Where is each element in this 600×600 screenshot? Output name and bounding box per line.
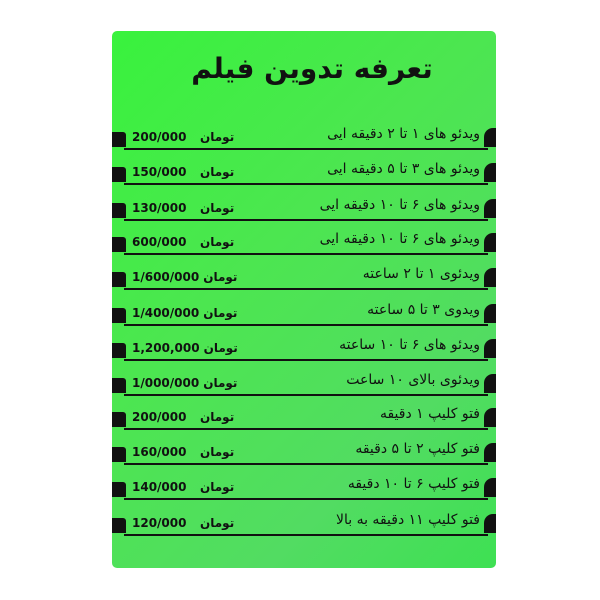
row-cap-left <box>112 378 126 393</box>
service-label: ویدئوی ۱ تا ۲ ساعته <box>362 266 480 282</box>
row-divider <box>124 324 488 326</box>
row-cap-left <box>112 412 126 427</box>
price-row <box>112 197 496 221</box>
price-amount: 1/000/000 <box>132 376 200 390</box>
row-divider <box>124 253 488 255</box>
price <box>132 232 234 252</box>
price <box>132 162 234 182</box>
price-currency: تومان <box>203 376 238 390</box>
price-amount: 1/400/000 <box>132 306 200 320</box>
price-row <box>112 126 496 150</box>
row-cap-left <box>112 308 126 323</box>
price-currency: تومان <box>200 235 235 249</box>
price-row <box>112 266 496 290</box>
row-cap-right <box>484 478 496 497</box>
row-cap-right <box>484 268 496 287</box>
row-cap-left <box>112 237 126 252</box>
price <box>132 407 234 427</box>
price-amount: 1/600/000 <box>132 270 200 284</box>
price-currency: تومان <box>203 306 238 320</box>
price-amount: 200/000 <box>132 130 187 144</box>
price-row <box>112 231 496 255</box>
row-cap-right <box>484 514 496 533</box>
price-row <box>112 512 496 536</box>
row-divider <box>124 219 488 221</box>
price-row <box>112 161 496 185</box>
price <box>132 373 237 393</box>
service-label: ویدئو های ۶ تا ۱۰ دقیقه ایی <box>319 197 480 213</box>
price <box>132 442 234 462</box>
price <box>132 267 237 287</box>
price-currency: تومان <box>200 410 235 424</box>
row-cap-right <box>484 304 496 323</box>
price-currency: تومان <box>200 201 235 215</box>
row-cap-left <box>112 272 126 287</box>
row-cap-right <box>484 199 496 218</box>
row-cap-right <box>484 374 496 393</box>
price <box>132 513 234 533</box>
service-label: ویدوی ۳ تا ۵ ساعته <box>367 302 480 318</box>
row-divider <box>124 428 488 430</box>
price-currency: تومان <box>203 270 238 284</box>
row-cap-left <box>112 167 126 182</box>
row-divider <box>124 359 488 361</box>
price <box>132 303 237 323</box>
row-divider <box>124 148 488 150</box>
price-row <box>112 406 496 430</box>
price <box>132 198 234 218</box>
price-row <box>112 372 496 396</box>
row-cap-left <box>112 482 126 497</box>
row-cap-left <box>112 518 126 533</box>
row-cap-right <box>484 443 496 462</box>
price-amount: 150/000 <box>132 165 187 179</box>
service-label: ویدئو های ۶ تا ۱۰ ساعته <box>339 337 480 353</box>
row-cap-right <box>484 163 496 182</box>
row-divider <box>124 534 488 536</box>
service-label: فتو کلیپ ۲ تا ۵ دقیقه <box>355 441 480 457</box>
price-amount: 200/000 <box>132 410 187 424</box>
price-row <box>112 441 496 465</box>
price-row <box>112 476 496 500</box>
row-cap-right <box>484 408 496 427</box>
row-cap-left <box>112 447 126 462</box>
row-cap-right <box>484 233 496 252</box>
row-cap-left <box>112 132 126 147</box>
price-card <box>112 31 496 568</box>
price-amount: 1,200,000 <box>132 341 200 355</box>
price <box>132 127 234 147</box>
price-row <box>112 337 496 361</box>
price-row <box>112 302 496 326</box>
price-currency: تومان <box>200 480 235 494</box>
row-cap-left <box>112 343 126 358</box>
price-amount: 160/000 <box>132 445 187 459</box>
row-divider <box>124 288 488 290</box>
service-label: فتو کلیپ ۱۱ دقیقه به بالا <box>335 512 480 528</box>
service-label: فتو کلیپ ۱ دقیقه <box>379 406 480 422</box>
row-cap-right <box>484 339 496 358</box>
row-cap-left <box>112 203 126 218</box>
price-currency: تومان <box>200 445 235 459</box>
price-currency: تومان <box>200 516 235 530</box>
price-amount: 120/000 <box>132 516 187 530</box>
price-amount: 600/000 <box>132 235 187 249</box>
price-amount: 140/000 <box>132 480 187 494</box>
page-title: تعرفه تدوین فیلم <box>191 52 433 85</box>
row-divider <box>124 394 488 396</box>
price-currency: تومان <box>200 130 235 144</box>
service-label: ویدئو های ۱ تا ۲ دقیقه ایی <box>327 126 480 142</box>
service-label: ویدئو های ۶ تا ۱۰ دقیقه ایی <box>319 231 480 247</box>
service-label: فتو کلیپ ۶ تا ۱۰ دقیقه <box>347 476 480 492</box>
row-divider <box>124 463 488 465</box>
price-currency: تومان <box>203 341 238 355</box>
price-amount: 130/000 <box>132 201 187 215</box>
price <box>132 477 234 497</box>
row-cap-right <box>484 128 496 147</box>
price-currency: تومان <box>200 165 235 179</box>
price <box>132 338 238 358</box>
service-label: ویدئوی بالای ۱۰ ساعت <box>346 372 480 388</box>
row-divider <box>124 498 488 500</box>
row-divider <box>124 183 488 185</box>
service-label: ویدئو های ۳ تا ۵ دقیقه ایی <box>327 161 480 177</box>
